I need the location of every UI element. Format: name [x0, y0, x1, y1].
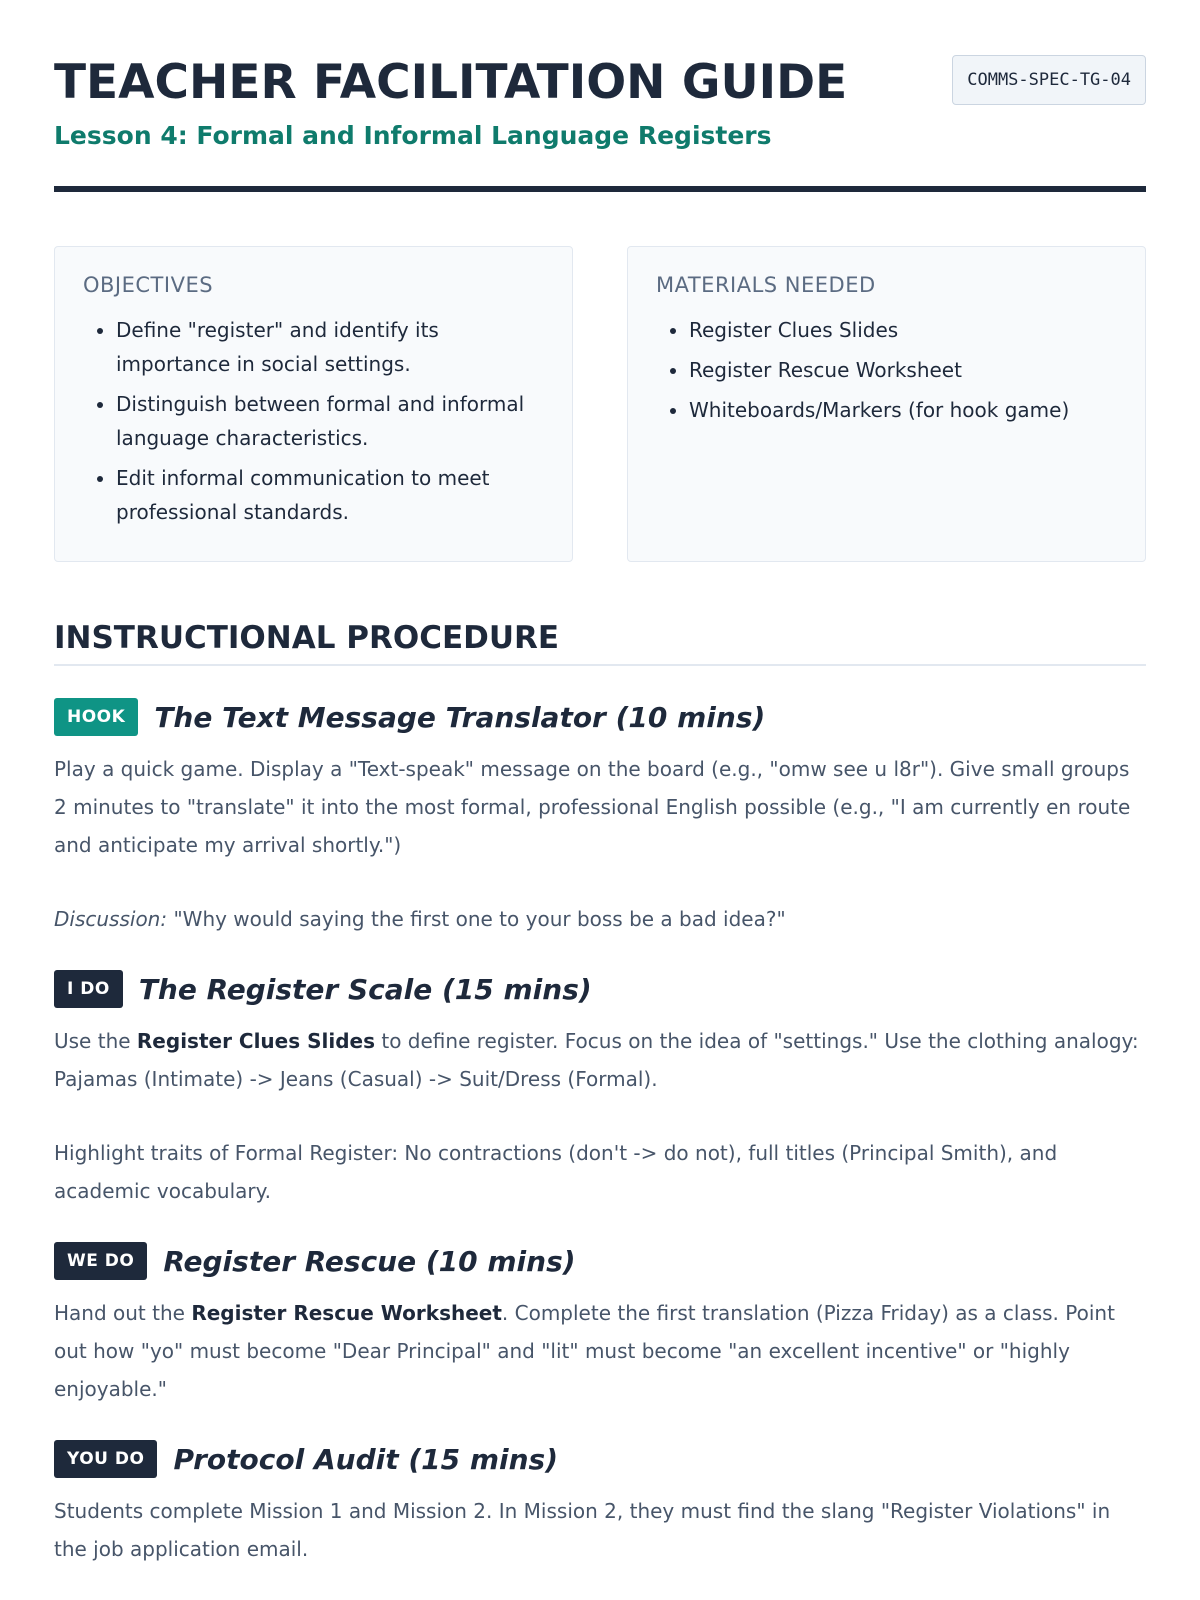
- step-body: [54, 750, 1146, 938]
- step-header: [54, 698, 1146, 736]
- objectives-title: OBJECTIVES: [83, 273, 214, 297]
- discussion-label: Discussion:: [54, 907, 168, 931]
- step-title: Register Rescue (10 mins): [163, 1244, 576, 1278]
- step-paragraph: [54, 1294, 1146, 1408]
- step-paragraph: [54, 1022, 1146, 1098]
- material-item: • Register Clues Slides: [689, 313, 1117, 347]
- step-badge: YOU DO: [54, 1440, 157, 1478]
- discussion-text: "Why would saying the first one to your boss be a bad idea?": [167, 907, 786, 931]
- header-divider: [54, 186, 1146, 192]
- step-hook: [54, 698, 1146, 938]
- step-i-do: [54, 970, 1146, 1210]
- text-segment: Use the: [54, 1029, 137, 1053]
- text-segment: . Complete the first translation (Pizza Friday) as a class. Point out how "yo" must become "Dear Principal" and "lit" must become "an excellent incentive" or "highly enjoyable.": [54, 1301, 1115, 1401]
- materials-list: [656, 313, 1117, 427]
- page-title: TEACHER FACILITATION GUIDE: [54, 55, 848, 110]
- step-badge: HOOK: [54, 698, 138, 736]
- step-header: [54, 970, 1146, 1008]
- step-body: [54, 1022, 1146, 1210]
- step-header: [54, 1242, 1146, 1280]
- material-item: • Register Rescue Worksheet: [689, 353, 1117, 387]
- procedure-heading: INSTRUCTIONAL PROCEDURE: [54, 620, 1146, 666]
- step-paragraph: Students complete Mission 1 and Mission 2. In Mission 2, they must find the slang "Register Violations" in the job application email.: [54, 1499, 1111, 1561]
- step-title: The Text Message Translator (10 mins): [154, 700, 766, 734]
- text-segment: Hand out the: [54, 1301, 192, 1325]
- objective-item: • Distinguish between formal and informal language characteristics.: [116, 387, 544, 455]
- info-cards: [54, 246, 1146, 562]
- material-reference: Register Clues Slides: [136, 1029, 376, 1053]
- objective-item: • Edit informal communication to meet professional standards.: [116, 461, 544, 529]
- step-we-do: [54, 1242, 1146, 1408]
- materials-card: [627, 246, 1146, 562]
- step-title: The Register Scale (15 mins): [138, 972, 592, 1006]
- title-block: [54, 55, 847, 153]
- step-badge: WE DO: [54, 1242, 147, 1280]
- header: [54, 55, 1146, 153]
- step-body: [54, 1294, 1146, 1408]
- document-code-badge: COMMS-SPEC-TG-04: [952, 55, 1146, 105]
- step-paragraph: Highlight traits of Formal Register: No contractions (don't -> do not), full titles (Principal Smith), and academic vocabulary.: [54, 1141, 1058, 1203]
- step-header: [54, 1440, 1146, 1478]
- lesson-subtitle: Lesson 4: Formal and Informal Language Registers: [54, 121, 772, 150]
- step-badge: I DO: [54, 970, 123, 1008]
- objective-item: • Define "register" and identify its importance in social settings.: [116, 313, 544, 381]
- objectives-card: [54, 246, 573, 562]
- material-reference: Register Rescue Worksheet: [191, 1301, 502, 1325]
- step-paragraph: [54, 900, 1146, 938]
- objectives-list: [83, 313, 544, 529]
- material-item: • Whiteboards/Markers (for hook game): [689, 393, 1117, 427]
- step-title: Protocol Audit (15 mins): [173, 1442, 559, 1476]
- step-you-do: [54, 1440, 1146, 1568]
- step-paragraph: Play a quick game. Display a "Text-speak" message on the board (e.g., "omw see u l8r"). Give small groups 2 minutes to "translate" it into the most formal, professional English possible (e.g., "I am currently en route and anticipate my arrival shortly."): [54, 757, 1131, 857]
- text-segment: to define register. Focus on the idea of "settings." Use the clothing analogy: Pajamas (Intimate) -> Jeans (Casual) -> Suit/Dress (Formal).: [54, 1029, 1139, 1091]
- step-body: [54, 1492, 1146, 1568]
- materials-title: MATERIALS NEEDED: [656, 273, 876, 297]
